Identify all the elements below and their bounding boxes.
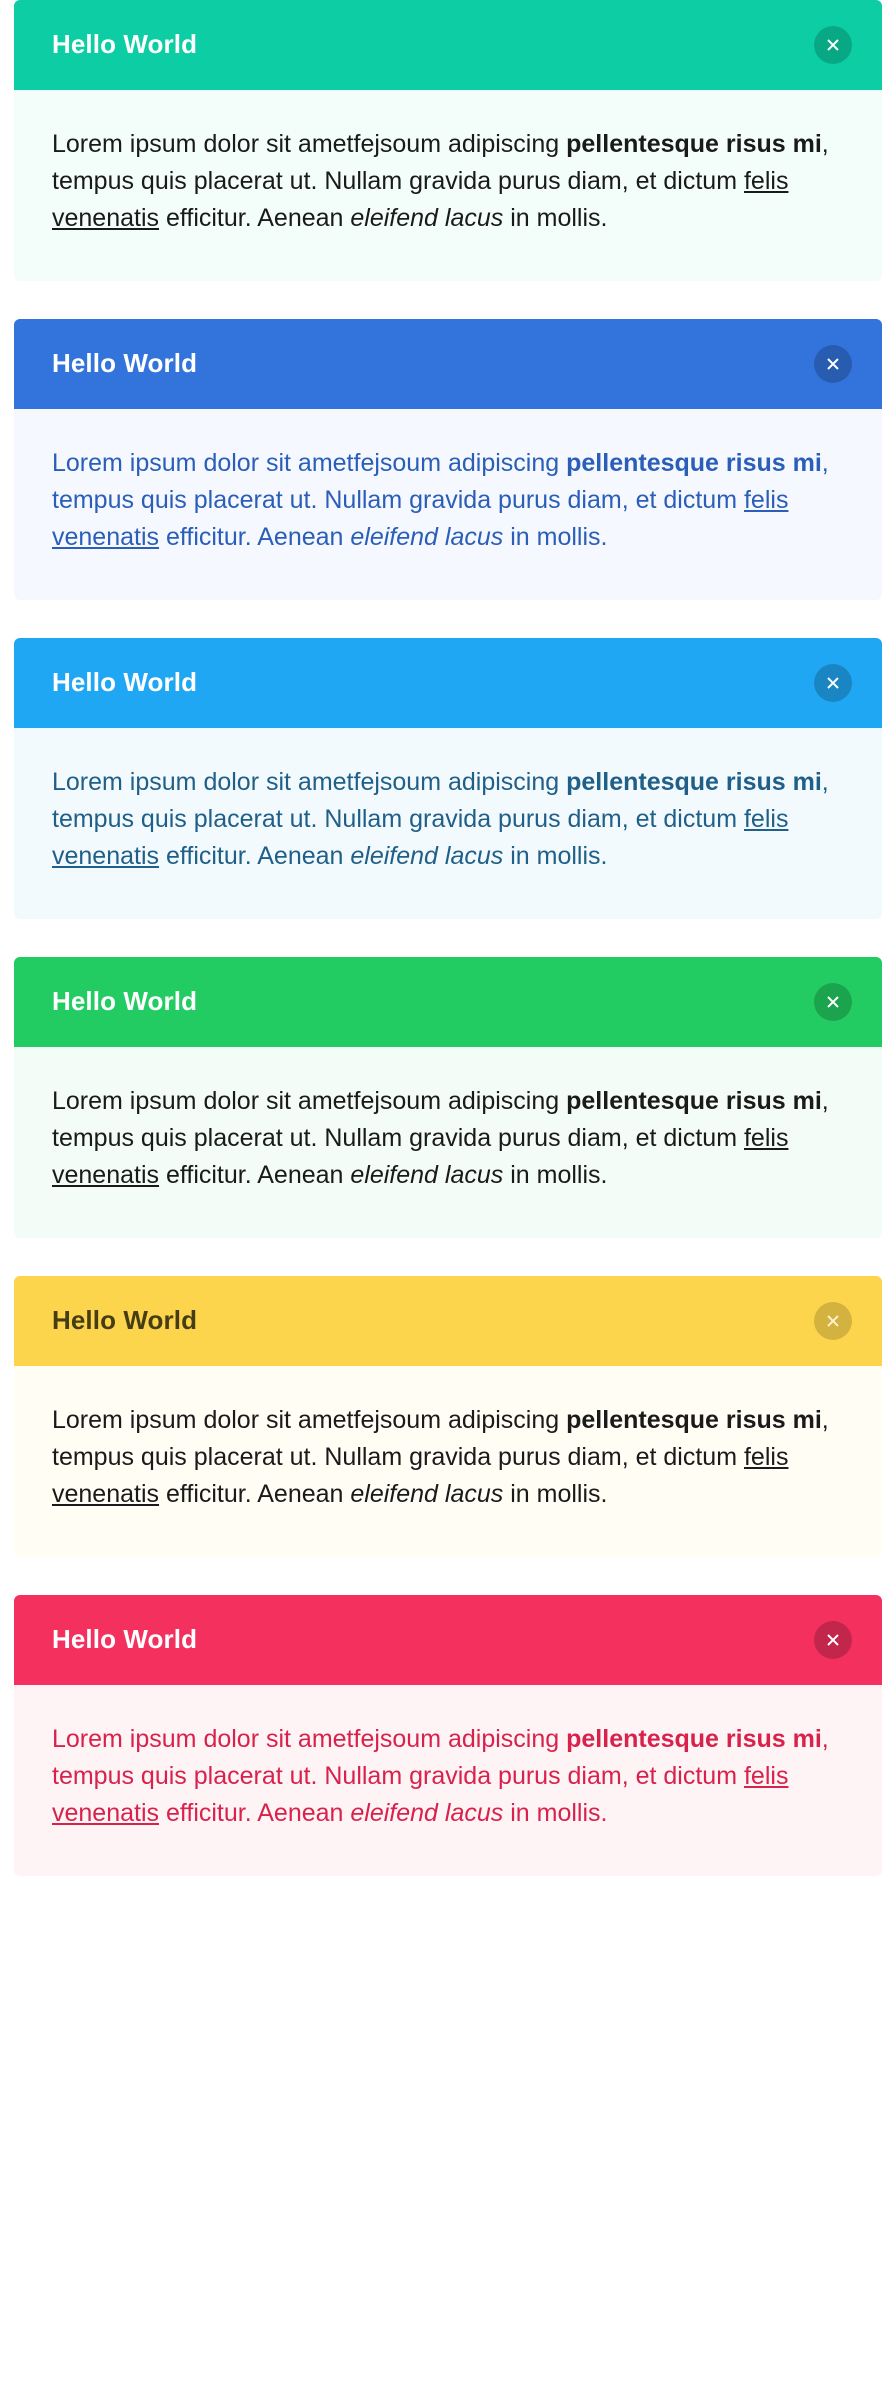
text-segment-1: Lorem ipsum dolor sit ametfejsoum adipiscing bbox=[52, 130, 567, 158]
message-card-header bbox=[14, 1595, 882, 1685]
message-card-header bbox=[14, 319, 882, 409]
message-card-title: Hello World bbox=[52, 986, 198, 1017]
felis-venenatis-link[interactable]: felis venenatis bbox=[52, 167, 789, 232]
text-italic: eleifend lacus bbox=[350, 842, 504, 870]
message-card-text bbox=[52, 1402, 844, 1513]
felis-venenatis-link[interactable]: felis venenatis bbox=[52, 486, 789, 551]
felis-venenatis-link[interactable]: felis venenatis bbox=[52, 1443, 789, 1508]
message-card-body bbox=[14, 1047, 882, 1238]
text-segment-2: , tempus quis placerat ut. Nullam gravida purus diam, et dictum bbox=[52, 1087, 829, 1152]
message-card-body bbox=[14, 1685, 882, 1876]
message-card-body bbox=[14, 728, 882, 919]
text-italic: eleifend lacus bbox=[350, 204, 504, 232]
text-segment-3: efficitur. Aenean bbox=[159, 523, 351, 551]
message-card-teal bbox=[14, 0, 882, 281]
text-segment-3: efficitur. Aenean bbox=[159, 1480, 351, 1508]
message-card-title: Hello World bbox=[52, 1624, 198, 1655]
message-card-text bbox=[52, 126, 844, 237]
message-card-text bbox=[52, 445, 844, 556]
text-segment-3: efficitur. Aenean bbox=[159, 1799, 351, 1827]
text-segment-2: , tempus quis placerat ut. Nullam gravida purus diam, et dictum bbox=[52, 768, 829, 833]
message-card-body bbox=[14, 90, 882, 281]
text-italic: eleifend lacus bbox=[350, 1480, 504, 1508]
text-segment-4: in mollis. bbox=[503, 204, 608, 232]
text-segment-2: , tempus quis placerat ut. Nullam gravida purus diam, et dictum bbox=[52, 449, 829, 514]
text-segment-3: efficitur. Aenean bbox=[159, 1161, 351, 1189]
text-segment-2: , tempus quis placerat ut. Nullam gravida purus diam, et dictum bbox=[52, 130, 829, 195]
close-x-icon[interactable] bbox=[814, 664, 852, 702]
text-segment-4: in mollis. bbox=[503, 1799, 608, 1827]
felis-venenatis-link[interactable]: felis venenatis bbox=[52, 1762, 789, 1827]
text-italic: eleifend lacus bbox=[350, 523, 504, 551]
message-card-text bbox=[52, 764, 844, 875]
text-segment-3: efficitur. Aenean bbox=[159, 842, 351, 870]
close-x-icon[interactable] bbox=[814, 26, 852, 64]
felis-venenatis-link[interactable]: felis venenatis bbox=[52, 805, 789, 870]
text-segment-1: Lorem ipsum dolor sit ametfejsoum adipiscing bbox=[52, 1406, 567, 1434]
message-card-body bbox=[14, 1366, 882, 1557]
message-card-title: Hello World bbox=[52, 667, 198, 698]
message-card-body bbox=[14, 409, 882, 600]
text-segment-2: , tempus quis placerat ut. Nullam gravida purus diam, et dictum bbox=[52, 1725, 829, 1790]
text-bold: pellentesque risus mi bbox=[566, 1725, 822, 1753]
text-italic: eleifend lacus bbox=[350, 1161, 504, 1189]
message-card-text bbox=[52, 1721, 844, 1832]
message-card-warning bbox=[14, 1276, 882, 1557]
message-card-text bbox=[52, 1083, 844, 1194]
text-segment-3: efficitur. Aenean bbox=[159, 204, 351, 232]
close-x-icon[interactable] bbox=[814, 345, 852, 383]
text-segment-4: in mollis. bbox=[503, 842, 608, 870]
text-bold: pellentesque risus mi bbox=[566, 130, 822, 158]
message-card-header bbox=[14, 957, 882, 1047]
message-card-title: Hello World bbox=[52, 1305, 198, 1336]
message-card-header bbox=[14, 1276, 882, 1366]
message-card-header bbox=[14, 0, 882, 90]
felis-venenatis-link[interactable]: felis venenatis bbox=[52, 1124, 789, 1189]
close-x-icon[interactable] bbox=[814, 1302, 852, 1340]
text-segment-1: Lorem ipsum dolor sit ametfejsoum adipiscing bbox=[52, 449, 567, 477]
text-segment-4: in mollis. bbox=[503, 1161, 608, 1189]
message-card-title: Hello World bbox=[52, 348, 198, 379]
message-card-primary bbox=[14, 319, 882, 600]
close-x-icon[interactable] bbox=[814, 1621, 852, 1659]
text-bold: pellentesque risus mi bbox=[566, 449, 822, 477]
text-segment-4: in mollis. bbox=[503, 1480, 608, 1508]
message-card-success bbox=[14, 957, 882, 1238]
close-x-icon[interactable] bbox=[814, 983, 852, 1021]
message-card-title: Hello World bbox=[52, 29, 198, 60]
text-segment-1: Lorem ipsum dolor sit ametfejsoum adipiscing bbox=[52, 768, 567, 796]
text-bold: pellentesque risus mi bbox=[566, 1087, 822, 1115]
text-segment-2: , tempus quis placerat ut. Nullam gravida purus diam, et dictum bbox=[52, 1406, 829, 1471]
message-card-danger bbox=[14, 1595, 882, 1876]
message-card-info bbox=[14, 638, 882, 919]
text-italic: eleifend lacus bbox=[350, 1799, 504, 1827]
text-bold: pellentesque risus mi bbox=[566, 1406, 822, 1434]
text-segment-1: Lorem ipsum dolor sit ametfejsoum adipiscing bbox=[52, 1087, 567, 1115]
text-segment-4: in mollis. bbox=[503, 523, 608, 551]
message-card-header bbox=[14, 638, 882, 728]
text-segment-1: Lorem ipsum dolor sit ametfejsoum adipiscing bbox=[52, 1725, 567, 1753]
text-bold: pellentesque risus mi bbox=[566, 768, 822, 796]
